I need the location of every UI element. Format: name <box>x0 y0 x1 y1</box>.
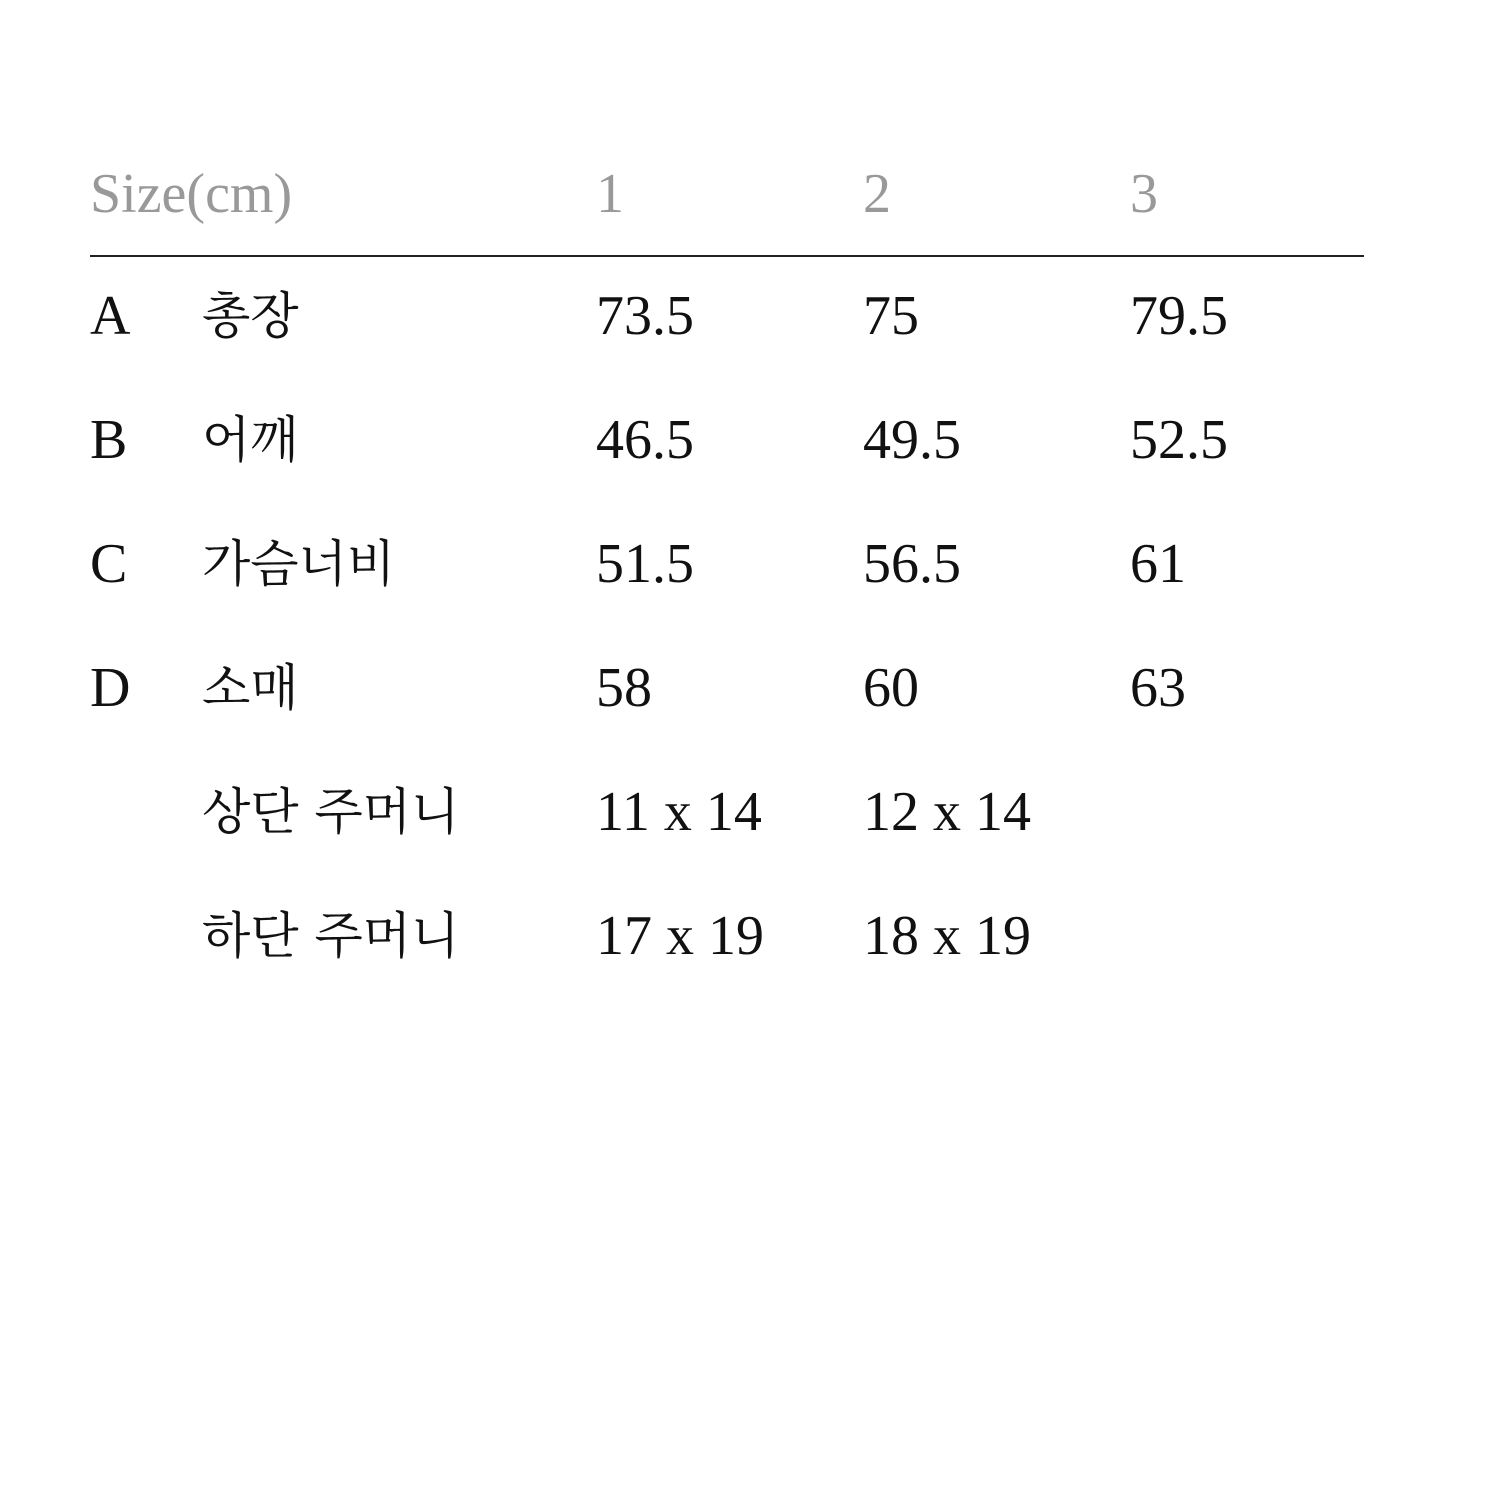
row-measurement-name: 가슴너비 <box>202 535 396 593</box>
table-row <box>90 629 1364 753</box>
row-value-size-2: 49.5 <box>863 409 961 471</box>
row-value-size-2: 75 <box>863 285 919 347</box>
row-value-size-1: 17 x 19 <box>596 905 764 967</box>
table-row <box>90 381 1364 505</box>
row-value-size-1: 11 x 14 <box>596 781 762 843</box>
row-value-size-1: 46.5 <box>596 409 694 471</box>
table-row <box>90 753 1364 877</box>
row-letter: C <box>90 533 128 595</box>
row-value-size-3: 61 <box>1130 533 1186 595</box>
size-table <box>90 160 1364 1001</box>
row-value-size-2: 56.5 <box>863 533 961 595</box>
row-letter: A <box>90 285 131 347</box>
row-value-size-3: 79.5 <box>1130 285 1228 347</box>
row-measurement-name: 어깨 <box>202 411 299 469</box>
row-value-size-1: 51.5 <box>596 533 694 595</box>
row-measurement-name: 소매 <box>202 659 299 717</box>
row-measurement-name: 상단 주머니 <box>202 783 460 841</box>
row-value-size-2: 60 <box>863 657 919 719</box>
header-size-1: 1 <box>596 163 624 225</box>
table-header <box>90 160 1364 257</box>
header-size-label: Size(cm) <box>90 163 293 225</box>
row-value-size-2: 18 x 19 <box>863 905 1031 967</box>
row-value-size-3: 63 <box>1130 657 1186 719</box>
row-value-size-1: 73.5 <box>596 285 694 347</box>
table-row <box>90 257 1364 381</box>
header-size-3: 3 <box>1130 163 1158 225</box>
row-value-size-3: 52.5 <box>1130 409 1228 471</box>
row-letter: D <box>90 657 131 719</box>
row-letter: B <box>90 409 128 471</box>
header-size-2: 2 <box>863 163 891 225</box>
row-value-size-2: 12 x 14 <box>863 781 1031 843</box>
row-value-size-1: 58 <box>596 657 652 719</box>
row-measurement-name: 총장 <box>202 287 299 345</box>
table-row <box>90 505 1364 629</box>
row-measurement-name: 하단 주머니 <box>202 907 460 965</box>
table-row <box>90 877 1364 1001</box>
